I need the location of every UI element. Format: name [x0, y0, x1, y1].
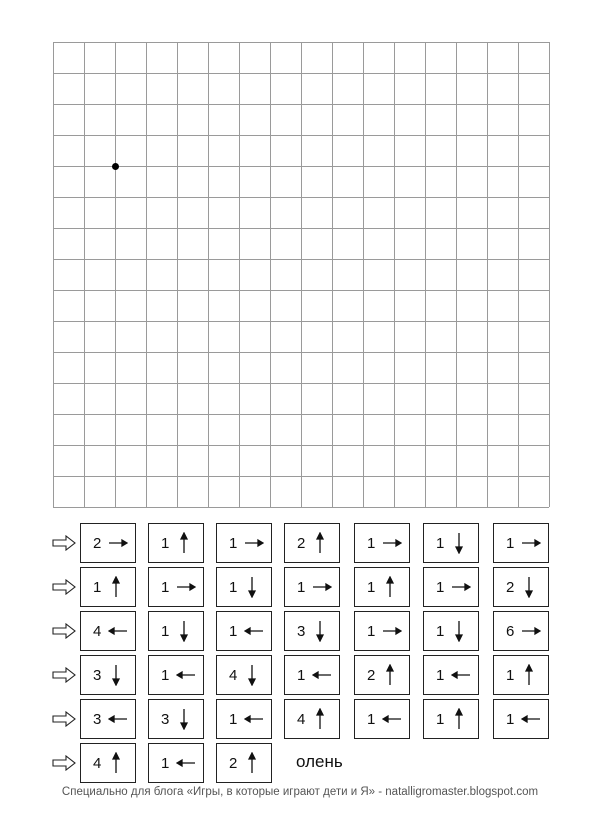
- row-start-arrow-icon: [52, 579, 76, 595]
- step-card: [284, 523, 340, 563]
- start-dot: [112, 163, 119, 170]
- direction-arrow-left-icon: [312, 670, 332, 680]
- direction-arrow-left-icon: [521, 714, 541, 724]
- step-count: 1: [436, 711, 445, 728]
- direction-arrow-left-icon: [382, 714, 402, 724]
- step-count: 1: [297, 579, 306, 596]
- step-card: [493, 699, 549, 739]
- step-card: [423, 611, 479, 651]
- step-count: 4: [297, 711, 306, 728]
- step-card: [354, 699, 410, 739]
- instruction-row: [0, 655, 600, 697]
- direction-arrow-left-icon: [108, 626, 128, 636]
- direction-arrow-right-icon: [521, 626, 541, 636]
- step-count: 1: [161, 535, 170, 552]
- step-count: 1: [506, 711, 515, 728]
- direction-arrow-down-icon: [179, 620, 189, 642]
- step-count: 3: [297, 623, 306, 640]
- step-card: [148, 523, 204, 563]
- step-count: 1: [367, 623, 376, 640]
- step-card: [284, 655, 340, 695]
- step-card: [354, 611, 410, 651]
- step-card: [148, 567, 204, 607]
- step-card: [423, 523, 479, 563]
- step-card: [80, 567, 136, 607]
- step-card: [148, 699, 204, 739]
- step-count: 2: [297, 535, 306, 552]
- step-card: [80, 655, 136, 695]
- step-card: [216, 655, 272, 695]
- step-count: 1: [161, 623, 170, 640]
- step-count: 1: [297, 667, 306, 684]
- direction-arrow-right-icon: [451, 582, 471, 592]
- direction-arrow-right-icon: [176, 582, 196, 592]
- instruction-row: [0, 567, 600, 609]
- step-count: 1: [367, 711, 376, 728]
- direction-arrow-up-icon: [179, 532, 189, 554]
- step-count: 1: [436, 623, 445, 640]
- drawing-grid: [53, 42, 551, 508]
- step-count: 3: [93, 667, 102, 684]
- step-card: [80, 699, 136, 739]
- direction-arrow-up-icon: [385, 576, 395, 598]
- step-count: 1: [367, 535, 376, 552]
- step-card: [354, 567, 410, 607]
- step-card: [284, 611, 340, 651]
- direction-arrow-right-icon: [244, 538, 264, 548]
- instruction-row: [0, 699, 600, 741]
- direction-arrow-up-icon: [524, 664, 534, 686]
- step-count: 1: [229, 623, 238, 640]
- direction-arrow-up-icon: [315, 532, 325, 554]
- direction-arrow-left-icon: [108, 714, 128, 724]
- step-count: 1: [229, 535, 238, 552]
- row-start-arrow-icon: [52, 623, 76, 639]
- step-count: 1: [161, 579, 170, 596]
- step-card: [493, 523, 549, 563]
- step-card: [216, 523, 272, 563]
- step-card: [80, 523, 136, 563]
- step-count: 3: [93, 711, 102, 728]
- step-count: 1: [229, 711, 238, 728]
- direction-arrow-right-icon: [521, 538, 541, 548]
- step-card: [354, 655, 410, 695]
- step-card: [423, 567, 479, 607]
- step-card: [216, 699, 272, 739]
- step-count: 2: [506, 579, 515, 596]
- step-card: [493, 611, 549, 651]
- step-card: [148, 655, 204, 695]
- direction-arrow-down-icon: [179, 708, 189, 730]
- direction-arrow-down-icon: [315, 620, 325, 642]
- direction-arrow-up-icon: [385, 664, 395, 686]
- step-card: [423, 699, 479, 739]
- step-card: [216, 611, 272, 651]
- step-count: 1: [161, 755, 170, 772]
- direction-arrow-left-icon: [176, 670, 196, 680]
- step-count: 1: [161, 667, 170, 684]
- step-count: 1: [93, 579, 102, 596]
- answer-row: [0, 743, 600, 785]
- step-count: 6: [506, 623, 515, 640]
- direction-arrow-up-icon: [315, 708, 325, 730]
- direction-arrow-left-icon: [451, 670, 471, 680]
- direction-arrow-up-icon: [111, 576, 121, 598]
- step-card: [148, 611, 204, 651]
- direction-arrow-down-icon: [247, 664, 257, 686]
- footer-credit: Специально для блога «Игры, в которые играют дети и Я» - natalligromaster.blogspot.com: [61, 786, 539, 798]
- step-count: 3: [161, 711, 170, 728]
- step-count: 2: [367, 667, 376, 684]
- step-count: 1: [506, 535, 515, 552]
- direction-arrow-down-icon: [524, 576, 534, 598]
- instruction-row: [0, 611, 600, 653]
- step-count: 1: [367, 579, 376, 596]
- direction-arrow-down-icon: [454, 532, 464, 554]
- step-count: 4: [229, 667, 238, 684]
- step-card: [423, 655, 479, 695]
- direction-arrow-right-icon: [312, 582, 332, 592]
- step-count: 1: [506, 667, 515, 684]
- direction-arrow-right-icon: [108, 538, 128, 548]
- step-count: 4: [93, 623, 102, 640]
- step-card: [493, 567, 549, 607]
- direction-arrow-up-icon: [454, 708, 464, 730]
- step-card: [284, 567, 340, 607]
- direction-arrow-right-icon: [382, 538, 402, 548]
- step-count: 1: [229, 579, 238, 596]
- step-card: [493, 655, 549, 695]
- step-card: [80, 611, 136, 651]
- row-start-arrow-icon: [52, 535, 76, 551]
- direction-arrow-down-icon: [454, 620, 464, 642]
- step-count: 1: [436, 579, 445, 596]
- step-count: 4: [93, 755, 102, 772]
- step-count: 1: [436, 667, 445, 684]
- step-card: [354, 523, 410, 563]
- instruction-row: [0, 523, 600, 565]
- step-count: 1: [436, 535, 445, 552]
- direction-arrow-right-icon: [382, 626, 402, 636]
- answer-word: олень: [296, 752, 343, 771]
- direction-arrow-left-icon: [244, 714, 264, 724]
- direction-arrow-down-icon: [111, 664, 121, 686]
- step-count: 2: [229, 755, 238, 772]
- step-count: 2: [93, 535, 102, 552]
- row-start-arrow-icon: [52, 711, 76, 727]
- direction-arrow-left-icon: [244, 626, 264, 636]
- step-card: [284, 699, 340, 739]
- step-card: [216, 567, 272, 607]
- row-start-arrow-icon: [52, 667, 76, 683]
- direction-arrow-down-icon: [247, 576, 257, 598]
